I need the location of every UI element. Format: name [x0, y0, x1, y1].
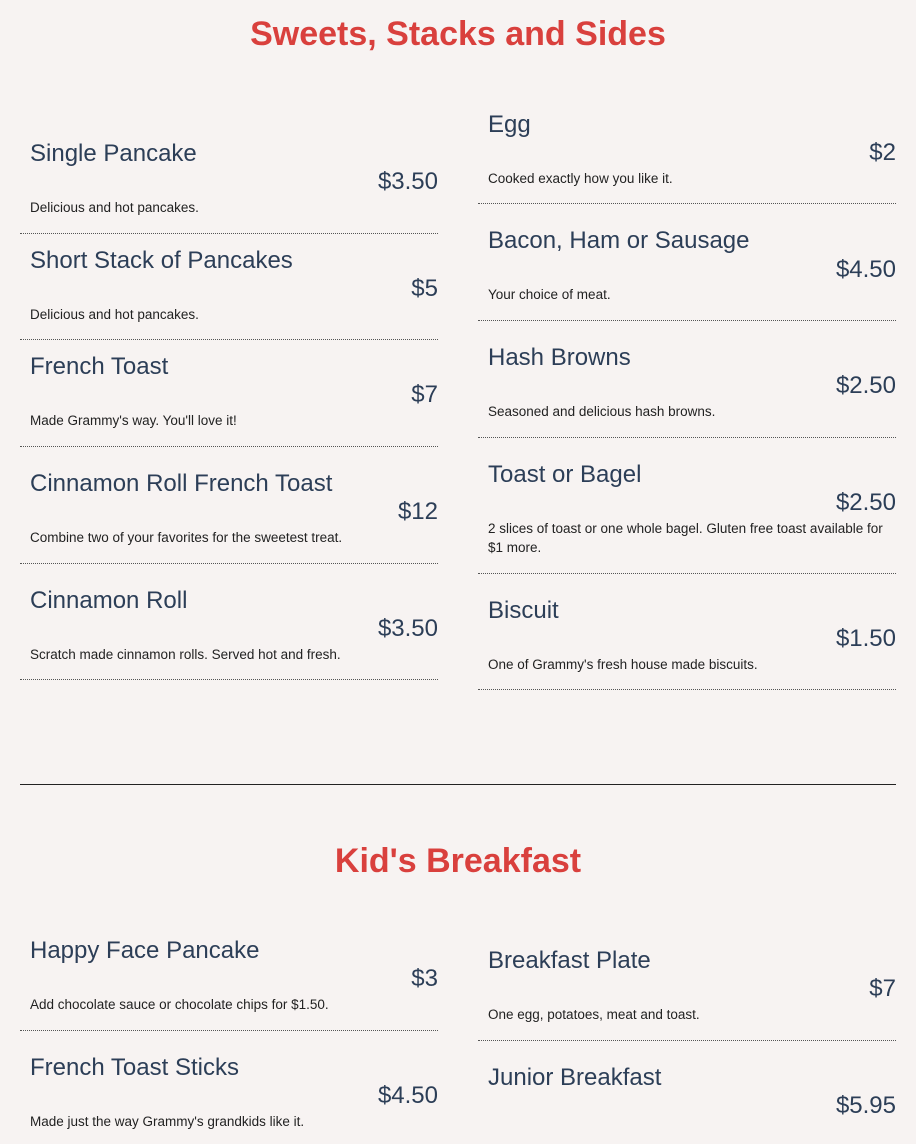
item-name: Breakfast Plate	[488, 947, 651, 974]
item-price: $4.50	[377, 1082, 438, 1109]
item-description: Add chocolate sauce or chocolate chips for $1.50.	[30, 997, 329, 1012]
item-name: French Toast	[30, 353, 169, 380]
menu-item[interactable]	[478, 947, 896, 1041]
item-description: Cooked exactly how you like it.	[488, 171, 673, 186]
item-price: $2.50	[835, 489, 896, 516]
menu-item[interactable]	[20, 587, 438, 680]
item-price: $4.50	[835, 256, 896, 283]
item-name: Single Pancake	[30, 140, 197, 167]
item-description: Made Grammy's way. You'll love it!	[30, 413, 237, 428]
item-name: Happy Face Pancake	[30, 937, 260, 964]
item-description: Your choice of meat.	[488, 287, 611, 302]
item-name: French Toast Sticks	[30, 1054, 239, 1081]
item-price: $1.50	[835, 625, 896, 652]
menu-item[interactable]	[20, 470, 438, 564]
item-price: $2	[869, 139, 896, 166]
item-name: Egg	[488, 111, 531, 138]
menu-item[interactable]	[20, 937, 438, 1031]
item-description: Delicious and hot pancakes.	[30, 307, 199, 322]
item-price: $7	[411, 381, 438, 408]
item-price: $3.50	[377, 168, 438, 195]
item-name: Biscuit	[488, 597, 559, 624]
menu-item[interactable]	[20, 353, 438, 447]
item-description: Delicious and hot pancakes.	[30, 200, 199, 215]
item-price: $3	[411, 965, 438, 992]
menu-item[interactable]	[478, 1064, 896, 1134]
item-name: Cinnamon Roll French Toast	[30, 470, 333, 497]
menu-item[interactable]	[478, 344, 896, 438]
item-price: $7	[869, 975, 896, 1002]
section-divider	[20, 784, 896, 785]
item-name: Cinnamon Roll	[30, 587, 188, 614]
menu-item[interactable]	[20, 247, 438, 340]
item-price: $3.50	[377, 615, 438, 642]
menu-item[interactable]	[478, 111, 896, 204]
item-name: Junior Breakfast	[488, 1064, 662, 1091]
item-description: Made just the way Grammy's grandkids like it.	[30, 1114, 305, 1129]
item-name: Hash Browns	[488, 344, 631, 371]
section-title-kids: Kid's Breakfast	[334, 842, 582, 880]
menu-item[interactable]	[20, 140, 438, 234]
item-description: Seasoned and delicious hash browns.	[488, 404, 716, 419]
item-description: One of Grammy's fresh house made biscuits.	[488, 657, 758, 672]
item-price: $2.50	[835, 372, 896, 399]
item-name: Short Stack of Pancakes	[30, 247, 293, 274]
item-price: $5	[411, 275, 438, 302]
menu-item[interactable]	[20, 1054, 438, 1144]
section-title-sweets: Sweets, Stacks and Sides	[250, 15, 666, 53]
menu-item[interactable]	[478, 461, 896, 574]
item-price: $5.95	[835, 1092, 896, 1119]
item-description: Combine two of your favorites for the sweetest treat.	[30, 530, 343, 545]
menu-item[interactable]	[478, 227, 896, 321]
item-description: Scratch made cinnamon rolls. Served hot and fresh.	[30, 647, 341, 662]
item-description: One egg, potatoes, meat and toast.	[488, 1007, 700, 1022]
item-description: 2 slices of toast or one whole bagel. Gluten free toast available for $1 more.	[488, 521, 883, 555]
item-price: $12	[397, 498, 438, 525]
item-name: Bacon, Ham or Sausage	[488, 227, 750, 254]
menu-item[interactable]	[478, 597, 896, 690]
item-name: Toast or Bagel	[488, 461, 642, 488]
